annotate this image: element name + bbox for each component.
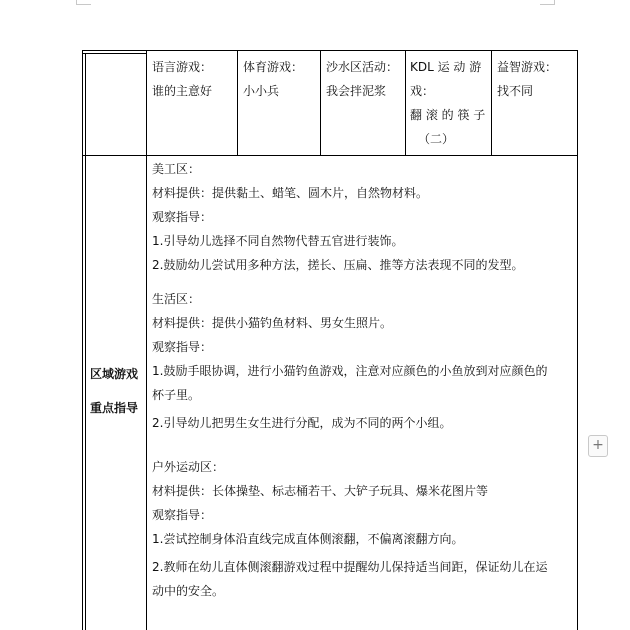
table-border-right xyxy=(577,50,578,630)
guidance-point: 动中的安全。 xyxy=(152,584,225,598)
section-gap xyxy=(152,277,547,287)
expand-plus-button[interactable]: + xyxy=(588,435,608,457)
guidance-point: 1.鼓励手眼协调，进行小猫钓鱼游戏，注意对应颜色的小鱼放到对应颜色的 xyxy=(152,364,548,378)
section-gap xyxy=(152,435,547,455)
observe-heading: 观察指导： xyxy=(152,210,213,224)
materials-line: 材料提供：长体操垫、标志桶若干、大铲子玩具、爆米花图片等 xyxy=(152,484,489,498)
cell-puzzle-game xyxy=(497,55,557,103)
col-divider-5 xyxy=(491,50,492,155)
label-line: 区域游戏 xyxy=(89,367,138,381)
page-corner-mark-right xyxy=(540,0,555,5)
observe-heading: 观察指导： xyxy=(152,340,213,354)
game-type: 沙水区活动： xyxy=(326,60,399,74)
game-title-line: 翻 滚 的 筷 子 xyxy=(410,108,486,122)
cell-kdl-game xyxy=(410,55,485,151)
cell-language-game xyxy=(152,55,212,103)
guidance-point: 1.尝试控制身体沿直线完成直体侧滚翻，不偏离滚翻方向。 xyxy=(152,532,464,546)
game-title: 谁的主意好 xyxy=(152,84,213,98)
game-type: 语言游戏： xyxy=(152,60,213,74)
col-divider-1 xyxy=(146,50,147,630)
game-type-line: 戏： xyxy=(410,84,435,98)
guidance-point: 2.引导幼儿把男生女生进行分配，成为不同的两个小组。 xyxy=(152,416,452,430)
game-title-line: （二） xyxy=(418,132,455,146)
guidance-point: 1.引导幼儿选择不同自然物代替五官进行装饰。 xyxy=(152,234,404,248)
materials-line: 材料提供：提供黏土、蜡笔、圆木片，自然物材料。 xyxy=(152,186,429,200)
cell-sports-game xyxy=(243,55,303,103)
area-guidance-label xyxy=(82,357,146,425)
section-heading: 户外运动区： xyxy=(152,460,225,474)
game-type-line: KDL 运 动 游 xyxy=(410,60,482,74)
guidance-point: 杯子里。 xyxy=(152,388,201,402)
table-border-left xyxy=(82,50,83,630)
game-type: 体育游戏： xyxy=(243,60,304,74)
guidance-point: 2.教师在幼儿直体侧滚翻游戏过程中提醒幼儿保持适当间距，保证幼儿在运 xyxy=(152,560,548,574)
col-divider-4 xyxy=(405,50,406,155)
page-corner-mark-left xyxy=(76,0,91,5)
section-life xyxy=(152,287,547,435)
game-title: 我会拌泥浆 xyxy=(326,84,387,98)
col-divider-2 xyxy=(237,50,238,155)
guidance-point: 2.鼓励幼儿尝试用多种方法，搓长、压扁、推等方法表现不同的发型。 xyxy=(152,258,524,272)
col-divider-3 xyxy=(320,50,321,155)
game-title: 小小兵 xyxy=(243,84,280,98)
section-art xyxy=(152,157,547,277)
section-outdoor xyxy=(152,455,547,603)
label-line: 重点指导 xyxy=(89,401,138,415)
materials-line: 材料提供：提供小猫钓鱼材料、男女生照片。 xyxy=(152,316,393,330)
activity-table xyxy=(82,50,578,630)
table-border-top xyxy=(82,50,578,51)
observe-heading: 观察指导： xyxy=(152,508,213,522)
area-content xyxy=(152,157,547,603)
section-heading: 生活区： xyxy=(152,292,201,306)
table-border-top-inner xyxy=(82,53,146,54)
section-heading: 美工区： xyxy=(152,162,201,176)
row-divider xyxy=(82,155,578,156)
table-border-left-inner xyxy=(85,53,86,630)
game-type: 益智游戏： xyxy=(497,60,558,74)
cell-sand-water xyxy=(326,55,398,103)
game-title: 找不同 xyxy=(497,84,534,98)
